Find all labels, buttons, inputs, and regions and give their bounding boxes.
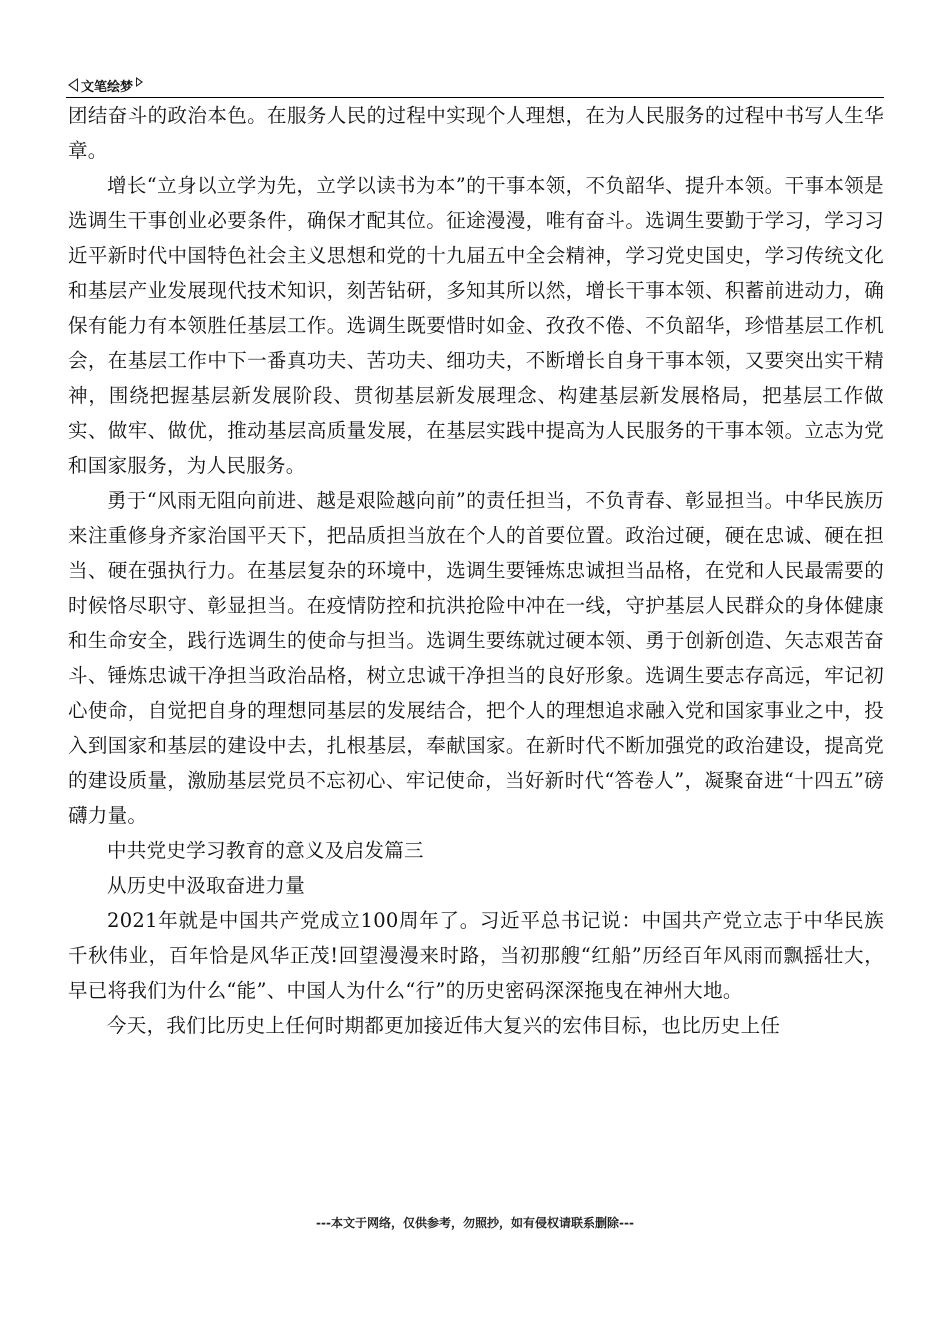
triangle-left-icon bbox=[68, 78, 78, 92]
section-heading: 中共党史学习教育的意义及启发篇三 bbox=[107, 839, 424, 862]
triangle-right-icon bbox=[136, 77, 143, 87]
page-footer-disclaimer: ---本文于网络，仅供参考，勿照抄，如有侵权请联系删除--- bbox=[316, 1216, 634, 1230]
document-body bbox=[68, 98, 884, 1043]
paragraph-responsibility: 勇于“风雨无阻向前进、越是艰险越向前”的责任担当，不负青春、彰显担当。中华民族历来注重修身齐家治国平天下，把品质担当放在个人的首要位置。政治过硬，硬在忠诚、硬在担当、硬在强执行力。在基层复杂的环境中，选调生要锤炼忠诚担当品格，在党和人民最需要的时候恪尽职守、彰显担当。在疫情防控和抗洪抢险中冲在一线，守护基层人民群众的身体健康和生命安全，践行选调生的使命与担当。选调生要练就过硬本领、勇于创新创造、矢志艰苦奋斗、锤炼忠诚干净担当政治品格，树立忠诚干净担当的良好形象。选调生要志存高远，牢记初心使命，自觉把自身的理想同基层的发展结合，把个人的理想追求融入党和国家事业之中，投入到国家和基层的建设中去，扎根基层，奉献国家。在新时代不断加强党的政治建设，提高党的建设质量，激励基层党员不忘初心、牢记使命，当好新时代“答卷人”，凝聚奋进“十四五”磅礴力量。 bbox=[68, 489, 884, 827]
section-subheading: 从历史中汲取奋进力量 bbox=[107, 874, 306, 897]
paragraph-today: 今天，我们比历史上任何时期都更加接近伟大复兴的宏伟目标，也比历史上任 bbox=[107, 1014, 781, 1037]
page-header bbox=[68, 74, 143, 96]
paragraph-continuation: 团结奋斗的政治本色。在服务人民的过程中实现个人理想，在为人民服务的过程中书写人生华章。 bbox=[68, 104, 884, 162]
paragraph-ability: 增长“立身以立学为先，立学以读书为本”的干事本领，不负韶华、提升本领。干事本领是选调生干事创业必要条件，确保才配其位。征途漫漫，唯有奋斗。选调生要勤于学习，学习习近平新时代中国特色社会主义思想和党的十九届五中全会精神，学习党史国史，学习传统文化和基层产业发展现代技术知识，刻苦钻研，多知其所以然，增长干事本领、积蓄前进动力，确保有能力有本领胜任基层工作。选调生既要惜时如金、孜孜不倦、不负韶华，珍惜基层工作机会，在基层工作中下一番真功夫、苦功夫、细功夫，不断增长自身干事本领，又要突出实干精神，围绕把握基层新发展阶段、贯彻基层新发展理念、构建基层新发展格局，把基层工作做实、做牢、做优，推动基层高质量发展，在基层实践中提高为人民服务的干事本领。立志为党和国家服务，为人民服务。 bbox=[68, 174, 884, 477]
paragraph-centenary: 2021年就是中国共产党成立100周年了。习近平总书记说：中国共产党立志于中华民族千秋伟业，百年恰是风华正茂!回望漫漫来时路，当初那艘“红船”历经百年风雨而飘摇壮大，早已将我们为什么“能”、中国人为什么“行”的历史密码深深拖曳在神州大地。 bbox=[68, 909, 884, 1002]
header-title: 文笔绘梦 bbox=[81, 79, 134, 95]
